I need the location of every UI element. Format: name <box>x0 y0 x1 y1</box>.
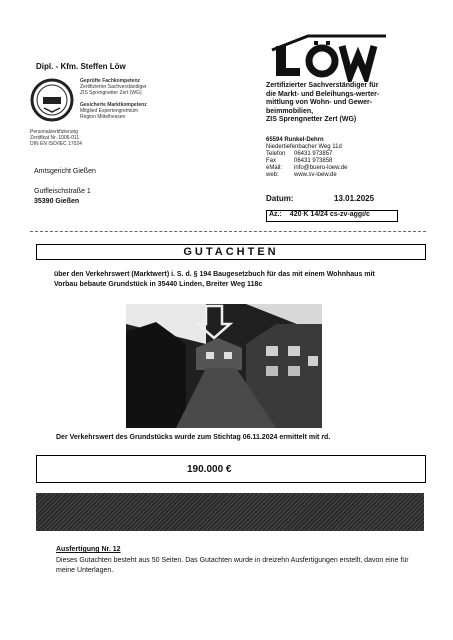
web-label: web: <box>266 172 279 178</box>
separator-line <box>30 231 426 232</box>
phone-label: Telefon <box>266 151 286 157</box>
cert-line1: Personalzertifizierung <box>30 129 79 135</box>
email-label: eMail: <box>266 165 283 171</box>
competence-1-title: Geprüfte Fachkompetenz <box>80 78 141 84</box>
competence-2-line1: Mitglied Expertengremium <box>80 108 139 114</box>
phone-value: 06431 973857 <box>294 151 333 157</box>
footer-text: Dieses Gutachten besteht aus 50 Seiten. Das Gutachten wurde in dreizehn Ausfertigungen erstellt, davon eine für meine Unterlagen. <box>56 557 409 574</box>
email-value: info@buero-loew.de <box>294 165 348 171</box>
redacted-banner <box>36 493 424 531</box>
competence-1-line1: Zertifizierter Sachverständiger <box>80 84 147 90</box>
title-line5: ZIS Sprengnetter Zert (WG) <box>266 116 357 123</box>
competence-2-line2: Region Mittelhessen <box>80 114 126 120</box>
title-line4: beimmobilien, <box>266 107 314 115</box>
title-line3: mittlung von Wohn- und Gewer- <box>266 99 373 106</box>
date-value: 13.01.2025 <box>334 194 375 203</box>
loew-logo-icon <box>268 30 390 82</box>
date-label: Datum: <box>266 194 294 203</box>
web-value: www.sv-loew.de <box>294 172 337 178</box>
competence-2-title: Gesicherte Marktkompetenz <box>80 102 147 108</box>
recipient-city: 35390 Gießen <box>34 198 80 205</box>
az-value: 420 K 14/24 cs-zv-aggi/c <box>289 211 370 218</box>
cert-line2: Zertifikat Nr. 1006-011 <box>30 135 80 141</box>
house-photo-image <box>126 304 322 428</box>
competence-block <box>80 78 190 120</box>
case-number-box <box>266 210 398 222</box>
value-box <box>36 455 426 483</box>
competence-1-line2: ZIS Sprengnetter Zert (WG) <box>80 90 142 96</box>
cert-line3: DIN EN ISO/IEC 17024 <box>30 141 82 147</box>
seal-icon <box>30 78 74 122</box>
contact-block <box>266 137 426 179</box>
property-photo <box>126 304 322 428</box>
document-title: GUTACHTEN <box>183 246 279 258</box>
subject-text: über den Verkehrswert (Marktwert) i. S. d. § 194 Baugesetzbuch für das mit einem Wohnhaus mit Vorbau bebaute Grundstück in 35440 Linden, Breiter Weg 118c <box>54 271 375 288</box>
expert-title <box>266 82 426 125</box>
title-box <box>36 244 426 260</box>
fax-value: 06431 973858 <box>294 158 333 164</box>
copy-number: Ausfertigung Nr. 12 <box>56 546 121 553</box>
market-value: 190.000 € <box>187 464 232 475</box>
address-city: 65594 Runkel-Dehrn <box>266 137 324 143</box>
certification-block <box>30 129 82 147</box>
az-label: Az.: <box>269 211 282 218</box>
loew-logo <box>268 30 390 82</box>
recipient-street: Gutfleischstraße 1 <box>34 188 91 195</box>
author-name: Dipl. - Kfm. Steffen Löw <box>36 62 126 71</box>
recipient-name: Amtsgericht Gießen <box>34 168 96 175</box>
value-statement: Der Verkehrswert des Grundstücks wurde zum Stichtag 06.11.2024 ermittelt mit rd. <box>56 434 331 441</box>
sprengnetter-seal <box>30 78 74 122</box>
fax-label: Fax <box>266 158 277 164</box>
address-street: Niedertiefenbacher Weg 11d <box>266 144 342 150</box>
title-line2: die Markt- und Beleihungs-werter- <box>266 90 380 98</box>
title-line1: Zertifizierter Sachverständiger für <box>266 82 379 89</box>
